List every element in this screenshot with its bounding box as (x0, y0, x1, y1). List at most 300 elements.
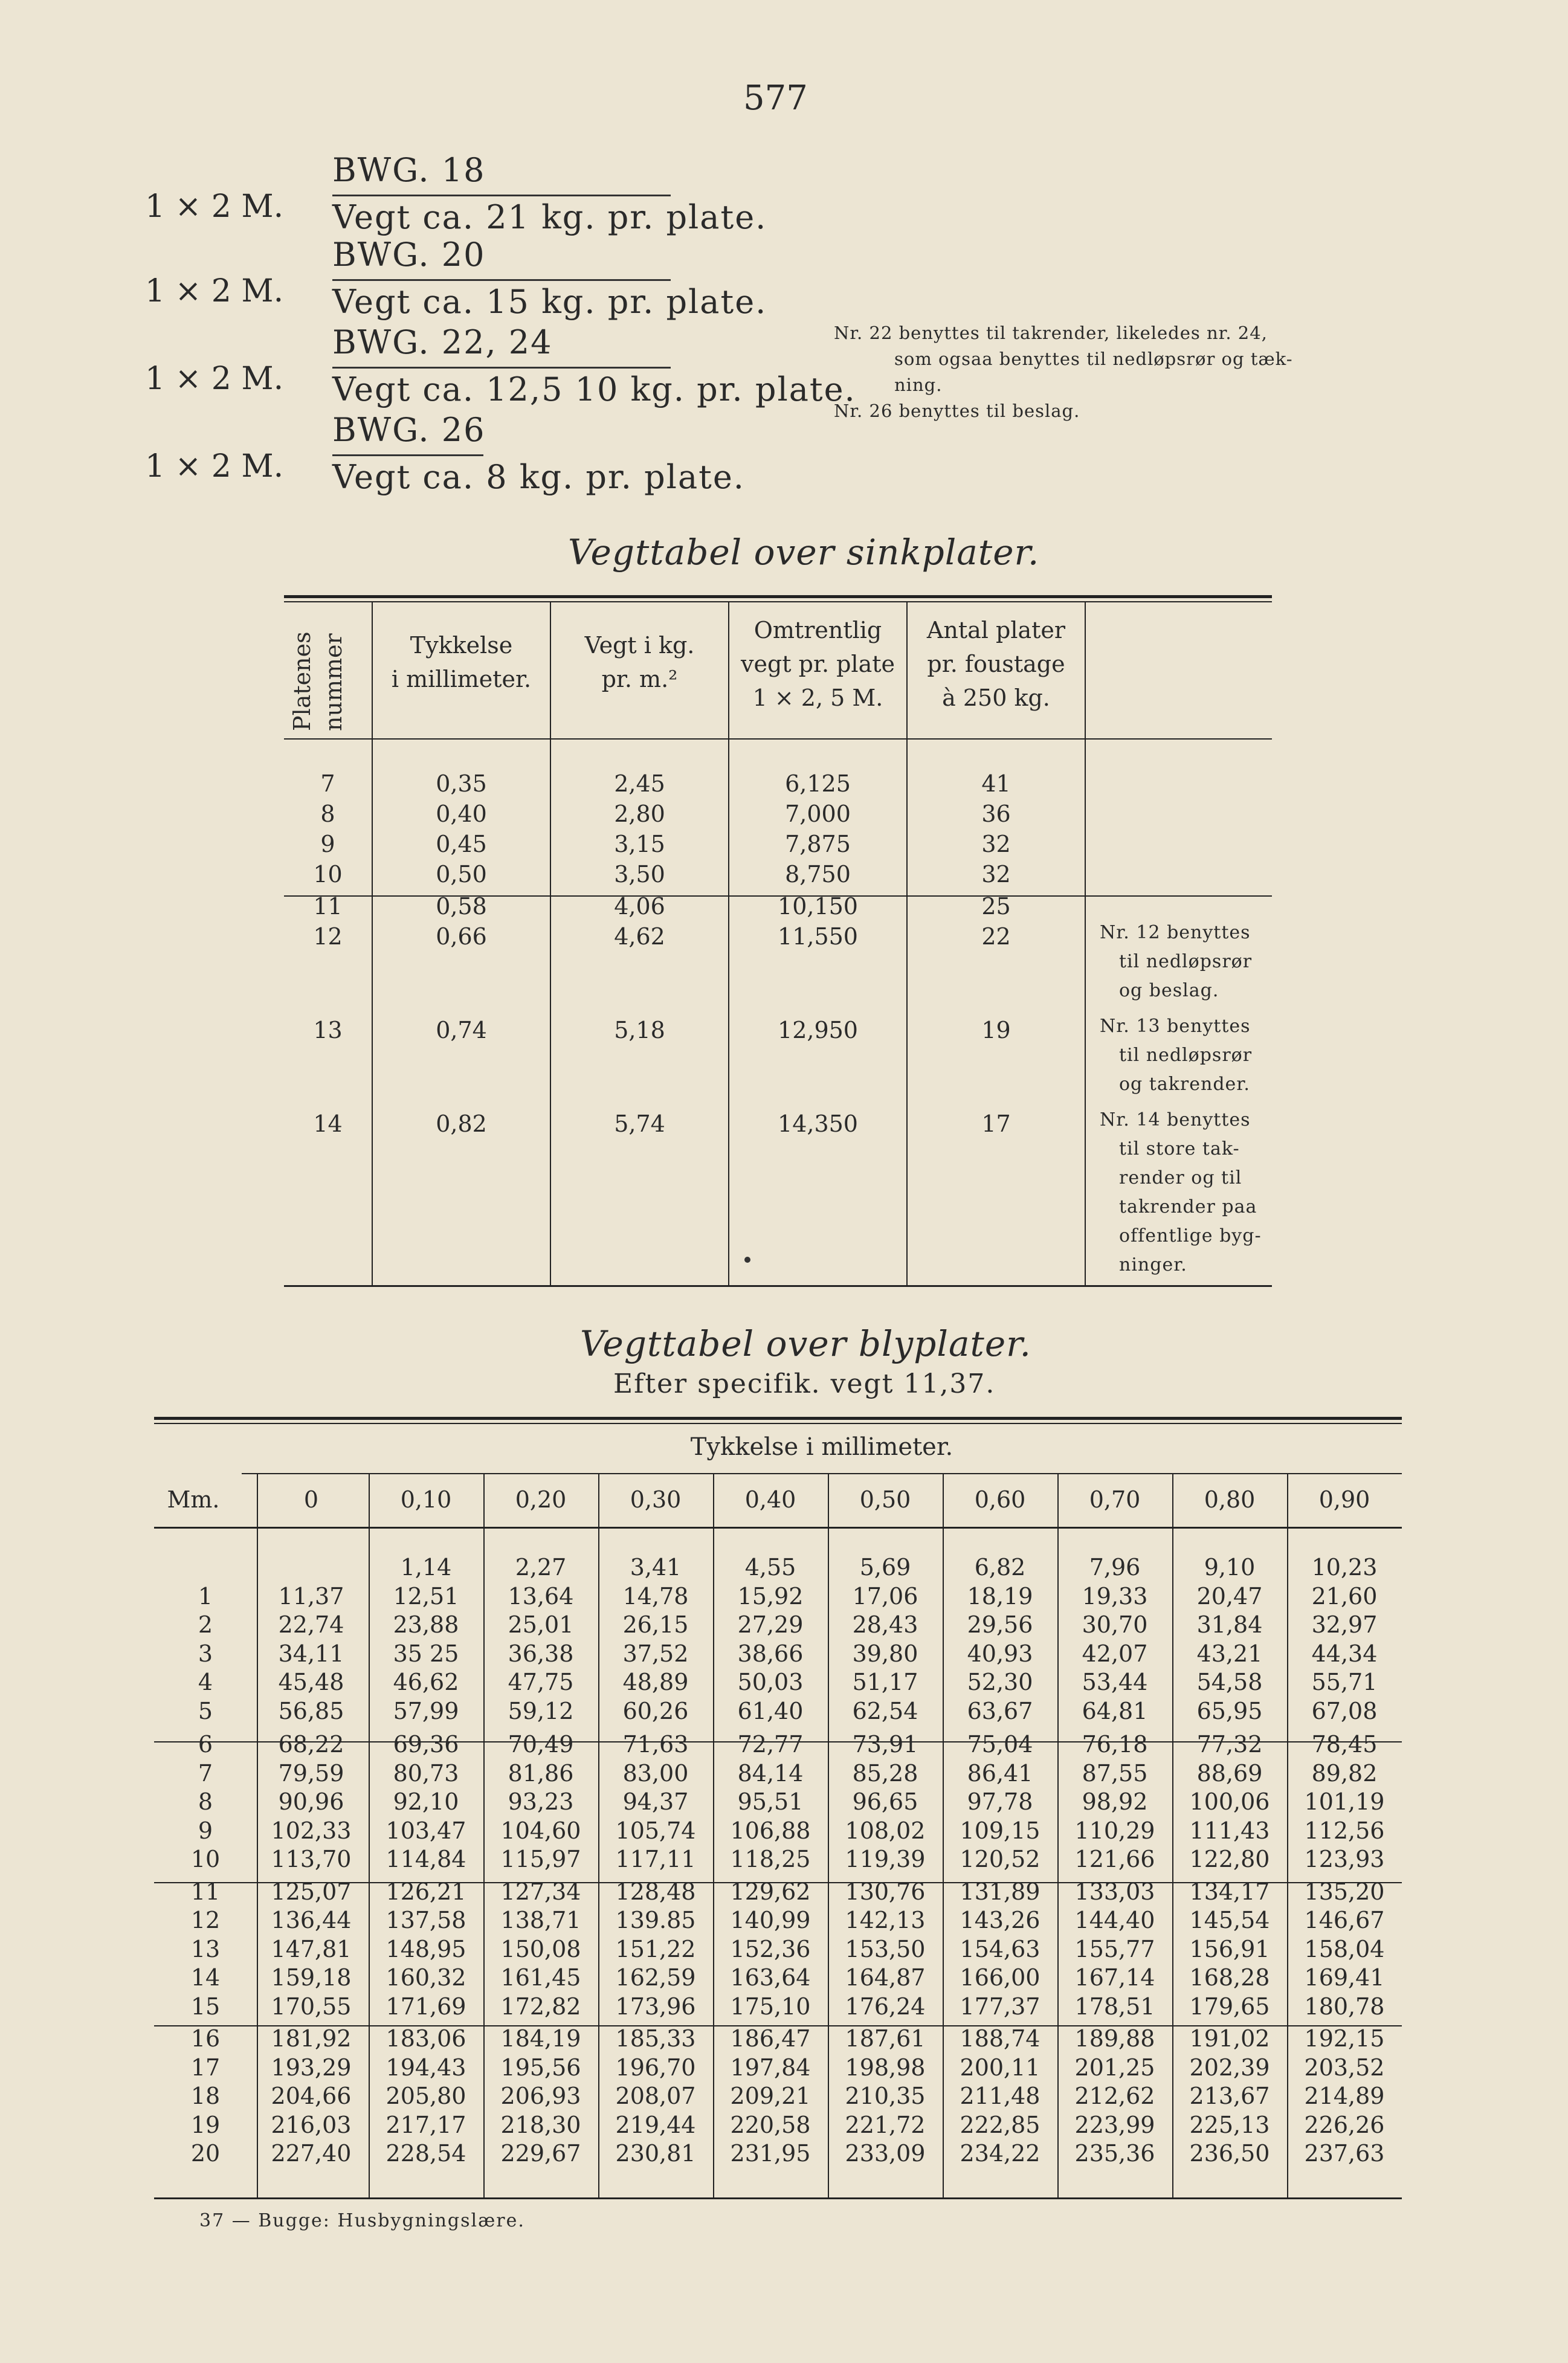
cell-weight: 43,21 (1196, 1640, 1263, 1667)
bwg-note-line: ning. (894, 375, 943, 395)
cell-weight: 96,65 (852, 1788, 918, 1815)
cell-weight: 219,44 (615, 2111, 696, 2138)
header-line: Tykkelse (410, 632, 513, 659)
cell-weight: 194,43 (386, 2054, 466, 2081)
cell-weight: 39,80 (852, 1640, 918, 1667)
cell-weight: 6,82 (974, 1554, 1026, 1581)
cell-mm: 19 (190, 2111, 221, 2138)
cell-weight: 158,04 (1304, 1935, 1385, 1962)
cell-weight: 216,03 (271, 2111, 352, 2138)
cell-weight: 169,41 (1304, 1964, 1385, 1991)
cell-mm: 6 (198, 1731, 213, 1758)
header-line: pr. foustage (927, 651, 1065, 677)
cell-weight: 113,70 (271, 1846, 352, 1872)
lead-group-header: Tykkelse i millimeter. (690, 1433, 953, 1461)
cell-weight: 14,78 (622, 1582, 689, 1610)
cell-weight: 180,78 (1304, 1993, 1385, 2020)
column-rule (598, 1474, 599, 2197)
cell-weight: 179,65 (1189, 1993, 1270, 2020)
cell-thickness: 0,40 (436, 801, 487, 827)
cell-weight: 205,80 (386, 2083, 466, 2109)
cell-mm: 16 (190, 2025, 221, 2052)
cell-weight: 42,07 (1082, 1640, 1148, 1667)
cell-weight: 119,39 (845, 1846, 926, 1872)
cell-weight: 63,67 (967, 1697, 1033, 1724)
cell-weight: 222,85 (960, 2111, 1040, 2138)
cell-weight: 127,34 (500, 1878, 581, 1905)
cell-weight: 54,58 (1196, 1669, 1263, 1695)
cell-plate: 11,550 (778, 923, 858, 950)
cell-weight: 197,84 (730, 2054, 811, 2081)
cell-count: 22 (981, 923, 1011, 950)
cell-nr: 7 (320, 770, 335, 797)
cell-weight: 135,20 (1304, 1878, 1385, 1905)
cell-weight: 34,11 (278, 1640, 344, 1667)
cell-weight: 3,41 (630, 1554, 682, 1581)
cell-mm: 14 (190, 1964, 221, 1991)
note-line: takrender paa (1119, 1196, 1257, 1217)
cell-weight: 62,54 (852, 1697, 918, 1724)
note-line: og beslag. (1119, 980, 1219, 1001)
cell-weight: 137,58 (386, 1907, 466, 1933)
cell-weight: 28,43 (852, 1611, 918, 1638)
header-rule (154, 1527, 1402, 1529)
column-header: 0,20 (515, 1486, 567, 1513)
cell-weight: 193,29 (271, 2054, 352, 2081)
bwg-note-line: Nr. 26 benyttes til beslag. (834, 401, 1080, 421)
note-line: render og til (1119, 1167, 1242, 1188)
header-line: 1 × 2, 5 M. (752, 685, 883, 711)
cell-weight: 25,01 (508, 1611, 574, 1638)
cell-weight: 114,84 (386, 1846, 466, 1872)
note-line: og takrender. (1119, 1074, 1250, 1095)
column-rule (1057, 1474, 1059, 2197)
cell-weight: 73,91 (852, 1731, 918, 1758)
cell-count: 32 (981, 861, 1011, 888)
header-line: i millimeter. (391, 666, 532, 692)
cell-weight: 111,43 (1189, 1817, 1270, 1844)
cell-weight: 23,88 (393, 1611, 459, 1638)
cell-weight: 147,81 (271, 1935, 352, 1962)
cell-weight: 160,32 (386, 1964, 466, 1991)
bwg-gauge: BWG. 20 (332, 236, 486, 274)
cell-weight: 192,15 (1304, 2025, 1385, 2052)
group-header-rule (242, 1473, 1402, 1474)
cell-weight: 196,70 (615, 2054, 696, 2081)
cell-weight: 198,98 (845, 2054, 926, 2081)
note-line: til store tak- (1119, 1138, 1240, 1159)
table-bottom-rule (284, 1285, 1272, 1287)
fraction-line (332, 367, 671, 369)
note-line: offentlige byg- (1119, 1225, 1262, 1246)
cell-weight: 102,33 (271, 1817, 352, 1844)
cell-weight: 176,24 (845, 1993, 926, 2020)
cell-thickness: 0,82 (436, 1111, 487, 1137)
cell-weight: 129,62 (730, 1878, 811, 1905)
cell-weight: 136,44 (271, 1907, 352, 1933)
cell-weight: 13,64 (508, 1582, 574, 1610)
cell-weight: 154,63 (960, 1935, 1040, 1962)
note-line: Nr. 12 benyttes (1100, 922, 1251, 943)
bwg-dimension: 1 × 2 M. (145, 448, 284, 485)
cell-weight: 81,86 (508, 1759, 574, 1787)
cell-weight: 4,62 (614, 923, 665, 950)
cell-mm: 1 (198, 1582, 213, 1610)
cell-weight: 2,45 (614, 770, 665, 797)
cell-weight: 69,36 (393, 1731, 459, 1758)
bwg-gauge: BWG. 22, 24 (332, 323, 553, 361)
note-nr-14 (1100, 1106, 1281, 1280)
cell-weight: 171,69 (386, 1993, 466, 2020)
cell-weight: 17,06 (852, 1582, 918, 1610)
cell-weight: 37,52 (622, 1640, 689, 1667)
cell-weight: 153,50 (845, 1935, 926, 1962)
cell-mm: 5 (198, 1697, 213, 1724)
cell-weight: 3,15 (614, 831, 665, 857)
cell-weight: 181,92 (271, 2025, 352, 2052)
cell-weight: 234,22 (960, 2140, 1040, 2167)
cell-weight: 48,89 (622, 1669, 689, 1695)
cell-mm: 12 (190, 1907, 221, 1933)
cell-weight: 32,97 (1311, 1611, 1378, 1638)
lead-table-title: Vegttabel over blyplater. (580, 1323, 1031, 1364)
cell-weight: 86,41 (967, 1759, 1033, 1787)
column-rule (369, 1474, 370, 2197)
cell-nr: 8 (320, 801, 335, 827)
cell-weight: 133,03 (1074, 1878, 1155, 1905)
table-header-rule (284, 738, 1272, 740)
cell-nr: 12 (313, 923, 343, 950)
header-line: pr. m.² (601, 666, 678, 692)
cell-weight: 40,93 (967, 1640, 1033, 1667)
cell-weight: 5,69 (859, 1554, 911, 1581)
cell-weight: 225,13 (1189, 2111, 1270, 2138)
cell-weight: 12,51 (393, 1582, 459, 1610)
bwg-dimension: 1 × 2 M. (145, 189, 284, 225)
column-rule (713, 1474, 714, 2197)
cell-weight: 218,30 (500, 2111, 581, 2138)
cell-weight: 161,45 (500, 1964, 581, 1991)
note-line: ninger. (1119, 1254, 1187, 1275)
cell-weight: 75,04 (967, 1731, 1033, 1758)
cell-weight: 145,54 (1189, 1907, 1270, 1933)
cell-weight: 71,63 (622, 1731, 689, 1758)
cell-weight: 138,71 (500, 1907, 581, 1933)
bwg-gauge: BWG. 18 (332, 151, 486, 189)
cell-mm: 4 (198, 1669, 213, 1695)
cell-count: 19 (981, 1017, 1011, 1043)
cell-weight: 11,37 (278, 1582, 344, 1610)
table-top-rule (284, 595, 1272, 598)
cell-weight: 228,54 (386, 2140, 466, 2167)
fraction-line (332, 454, 483, 456)
table-top-rule (154, 1423, 1402, 1424)
zinc-table-title: Vegttabel over sinkplater. (568, 532, 1040, 573)
cell-weight: 38,66 (737, 1640, 804, 1667)
cell-weight: 30,70 (1082, 1611, 1148, 1638)
cell-weight: 120,52 (960, 1846, 1040, 1872)
cell-weight: 213,67 (1189, 2083, 1270, 2109)
cell-weight: 118,25 (730, 1846, 811, 1872)
cell-weight: 183,06 (386, 2025, 466, 2052)
cell-mm: 2 (198, 1611, 213, 1638)
cell-weight: 80,73 (393, 1759, 459, 1787)
cell-weight: 1,14 (400, 1554, 452, 1581)
bwg-dimension: 1 × 2 M. (145, 273, 284, 309)
cell-count: 36 (981, 801, 1011, 827)
cell-weight: 177,37 (960, 1993, 1040, 2020)
cell-weight: 85,28 (852, 1759, 918, 1787)
column-rule (1085, 602, 1086, 1285)
cell-weight: 7,96 (1089, 1554, 1141, 1581)
header-weight (551, 628, 728, 696)
cell-weight: 88,69 (1196, 1759, 1263, 1787)
cell-weight: 150,08 (500, 1935, 581, 1962)
cell-weight: 35 25 (393, 1640, 459, 1667)
page-number: 577 (743, 79, 808, 118)
cell-weight: 122,80 (1189, 1846, 1270, 1872)
cell-weight: 5,74 (614, 1111, 665, 1137)
cell-weight: 210,35 (845, 2083, 926, 2109)
cell-weight: 22,74 (278, 1611, 344, 1638)
cell-weight: 206,93 (500, 2083, 581, 2109)
header-line: Antal plater (926, 617, 1066, 643)
cell-weight: 95,51 (737, 1788, 804, 1815)
cell-plate: 6,125 (785, 770, 851, 797)
column-header: 0,10 (400, 1486, 452, 1513)
header-plate-count (908, 613, 1085, 715)
cell-weight: 217,17 (386, 2111, 466, 2138)
cell-weight: 2,80 (614, 801, 665, 827)
cell-weight: 231,95 (730, 2140, 811, 2167)
header-line: nummer (320, 633, 347, 731)
cell-weight: 103,47 (386, 1817, 466, 1844)
cell-weight: 57,99 (393, 1697, 459, 1724)
header-plate-number (289, 616, 355, 731)
cell-weight: 188,74 (960, 2025, 1040, 2052)
note-line: til nedløpsrør (1119, 1045, 1253, 1066)
cell-weight: 144,40 (1074, 1907, 1155, 1933)
speck-mark (744, 1257, 750, 1263)
cell-mm: 8 (198, 1788, 213, 1815)
cell-weight: 126,21 (386, 1878, 466, 1905)
cell-weight: 134,17 (1189, 1878, 1270, 1905)
cell-plate: 14,350 (778, 1111, 858, 1137)
cell-plate: 7,000 (785, 801, 851, 827)
cell-weight: 10,23 (1311, 1554, 1378, 1581)
header-line: à 250 kg. (942, 685, 1050, 711)
cell-thickness: 0,58 (436, 893, 487, 920)
cell-weight: 203,52 (1304, 2054, 1385, 2081)
cell-weight: 78,45 (1311, 1731, 1378, 1758)
cell-mm: 11 (190, 1878, 221, 1905)
bwg-weight: Vegt ca. 12,5 10 kg. pr. plate. (332, 370, 856, 408)
cell-weight: 101,19 (1304, 1788, 1385, 1815)
cell-weight: 128,48 (615, 1878, 696, 1905)
cell-weight: 151,22 (615, 1935, 696, 1962)
cell-weight: 5,18 (614, 1017, 665, 1043)
footer: 37 — Bugge: Husbygningslære. (199, 2210, 525, 2231)
cell-weight: 15,92 (737, 1582, 804, 1610)
cell-mm: 3 (198, 1640, 213, 1667)
header-line: vegt pr. plate (741, 651, 895, 677)
cell-weight: 20,47 (1196, 1582, 1263, 1610)
fraction-line (332, 195, 671, 196)
bwg-note-line: Nr. 22 benyttes til takrender, likeledes nr. 24, (834, 323, 1268, 343)
bwg-note-line: som ogsaa benyttes til nedløpsrør og tæk- (894, 349, 1293, 369)
cell-weight: 229,67 (500, 2140, 581, 2167)
cell-weight: 109,15 (960, 1817, 1040, 1844)
cell-weight: 50,03 (737, 1669, 804, 1695)
cell-weight: 2,27 (515, 1554, 567, 1581)
cell-weight: 77,32 (1196, 1731, 1263, 1758)
cell-weight: 100,06 (1189, 1788, 1270, 1815)
column-header: 0,90 (1318, 1486, 1370, 1513)
cell-weight: 140,99 (730, 1907, 811, 1933)
cell-weight: 44,34 (1311, 1640, 1378, 1667)
cell-weight: 83,00 (622, 1759, 689, 1787)
note-line: til nedløpsrør (1119, 951, 1253, 972)
cell-weight: 212,62 (1074, 2083, 1155, 2109)
cell-weight: 130,76 (845, 1878, 926, 1905)
cell-weight: 209,21 (730, 2083, 811, 2109)
cell-weight: 45,48 (278, 1669, 344, 1695)
cell-plate: 10,150 (778, 893, 858, 920)
cell-weight: 220,58 (730, 2111, 811, 2138)
cell-thickness: 0,74 (436, 1017, 487, 1043)
cell-weight: 31,84 (1196, 1611, 1263, 1638)
cell-thickness: 0,50 (436, 861, 487, 888)
cell-weight: 104,60 (500, 1817, 581, 1844)
cell-weight: 173,96 (615, 1993, 696, 2020)
cell-mm: 9 (198, 1817, 213, 1844)
cell-weight: 89,82 (1311, 1759, 1378, 1787)
header-thickness (373, 628, 550, 696)
cell-weight: 195,56 (500, 2054, 581, 2081)
cell-weight: 26,15 (622, 1611, 689, 1638)
header-line: Platenes (289, 631, 315, 731)
cell-weight: 18,19 (967, 1582, 1033, 1610)
column-header: 0,80 (1204, 1486, 1256, 1513)
cell-weight: 202,39 (1189, 2054, 1270, 2081)
cell-weight: 61,40 (737, 1697, 804, 1724)
cell-weight: 230,81 (615, 2140, 696, 2167)
cell-weight: 191,02 (1189, 2025, 1270, 2052)
cell-weight: 106,88 (730, 1817, 811, 1844)
cell-weight: 123,93 (1304, 1846, 1385, 1872)
cell-weight: 163,64 (730, 1964, 811, 1991)
cell-plate: 12,950 (778, 1017, 858, 1043)
header-line: Omtrentlig (753, 617, 882, 643)
cell-weight: 155,77 (1074, 1935, 1155, 1962)
column-header: 0,40 (744, 1486, 796, 1513)
cell-weight: 93,23 (508, 1788, 574, 1815)
table-top-rule (284, 601, 1272, 602)
cell-weight: 223,99 (1074, 2111, 1155, 2138)
cell-weight: 189,88 (1074, 2025, 1155, 2052)
cell-weight: 59,12 (508, 1697, 574, 1724)
cell-mm: 17 (190, 2054, 221, 2081)
cell-weight: 36,38 (508, 1640, 574, 1667)
cell-weight: 235,36 (1074, 2140, 1155, 2167)
cell-weight: 4,06 (614, 893, 665, 920)
cell-weight: 72,77 (737, 1731, 804, 1758)
bwg-dimension: 1 × 2 M. (145, 361, 284, 397)
note-nr-13 (1100, 1012, 1281, 1099)
cell-weight: 156,91 (1189, 1935, 1270, 1962)
table-bottom-rule (154, 2197, 1402, 2199)
column-header: 0,50 (859, 1486, 911, 1513)
cell-weight: 146,67 (1304, 1907, 1385, 1933)
cell-weight: 221,72 (845, 2111, 926, 2138)
cell-weight: 211,48 (960, 2083, 1040, 2109)
cell-weight: 55,71 (1311, 1669, 1378, 1695)
bwg-weight: Vegt ca. 15 kg. pr. plate. (332, 283, 767, 321)
cell-weight: 29,56 (967, 1611, 1033, 1638)
cell-weight: 68,22 (278, 1731, 344, 1758)
cell-weight: 53,44 (1082, 1669, 1148, 1695)
cell-nr: 11 (313, 893, 343, 920)
cell-weight: 159,18 (271, 1964, 352, 1991)
cell-weight: 64,81 (1082, 1697, 1148, 1724)
cell-count: 32 (981, 831, 1011, 857)
cell-weight: 115,97 (500, 1846, 581, 1872)
cell-weight: 9,10 (1204, 1554, 1256, 1581)
column-rule (943, 1474, 944, 2197)
cell-weight: 178,51 (1074, 1993, 1155, 2020)
cell-weight: 142,13 (845, 1907, 926, 1933)
header-line: Vegt i kg. (584, 632, 695, 659)
cell-weight: 27,29 (737, 1611, 804, 1638)
cell-weight: 51,17 (852, 1669, 918, 1695)
cell-mm: 20 (190, 2140, 221, 2167)
cell-weight: 131,89 (960, 1878, 1040, 1905)
cell-thickness: 0,66 (436, 923, 487, 950)
cell-weight: 204,66 (271, 2083, 352, 2109)
mm-header: Mm. (167, 1486, 220, 1513)
cell-count: 41 (981, 770, 1011, 797)
fraction-line (332, 279, 671, 281)
cell-weight: 208,07 (615, 2083, 696, 2109)
cell-thickness: 0,35 (436, 770, 487, 797)
cell-weight: 185,33 (615, 2025, 696, 2052)
cell-weight: 4,55 (744, 1554, 796, 1581)
cell-weight: 21,60 (1311, 1582, 1378, 1610)
cell-weight: 139.85 (615, 1907, 696, 1933)
cell-mm: 13 (190, 1935, 221, 1962)
cell-nr: 9 (320, 831, 335, 857)
lead-table-subtitle: Efter specifik. vegt 11,37. (613, 1368, 996, 1399)
note-line: Nr. 14 benyttes (1100, 1109, 1251, 1130)
column-header: 0,30 (630, 1486, 682, 1513)
cell-weight: 98,92 (1082, 1788, 1148, 1815)
cell-weight: 94,37 (622, 1788, 689, 1815)
cell-nr: 13 (313, 1017, 343, 1043)
cell-plate: 8,750 (785, 861, 851, 888)
cell-weight: 166,00 (960, 1964, 1040, 1991)
cell-weight: 143,26 (960, 1907, 1040, 1933)
cell-weight: 184,19 (500, 2025, 581, 2052)
bwg-notes (834, 320, 1438, 424)
column-rule (1287, 1474, 1288, 2197)
cell-weight: 117,11 (615, 1846, 696, 1872)
bwg-row-26 (145, 411, 810, 526)
column-header: 0,60 (974, 1486, 1026, 1513)
cell-weight: 87,55 (1082, 1759, 1148, 1787)
cell-weight: 167,14 (1074, 1964, 1155, 1991)
cell-weight: 201,25 (1074, 2054, 1155, 2081)
cell-weight: 233,09 (845, 2140, 926, 2167)
